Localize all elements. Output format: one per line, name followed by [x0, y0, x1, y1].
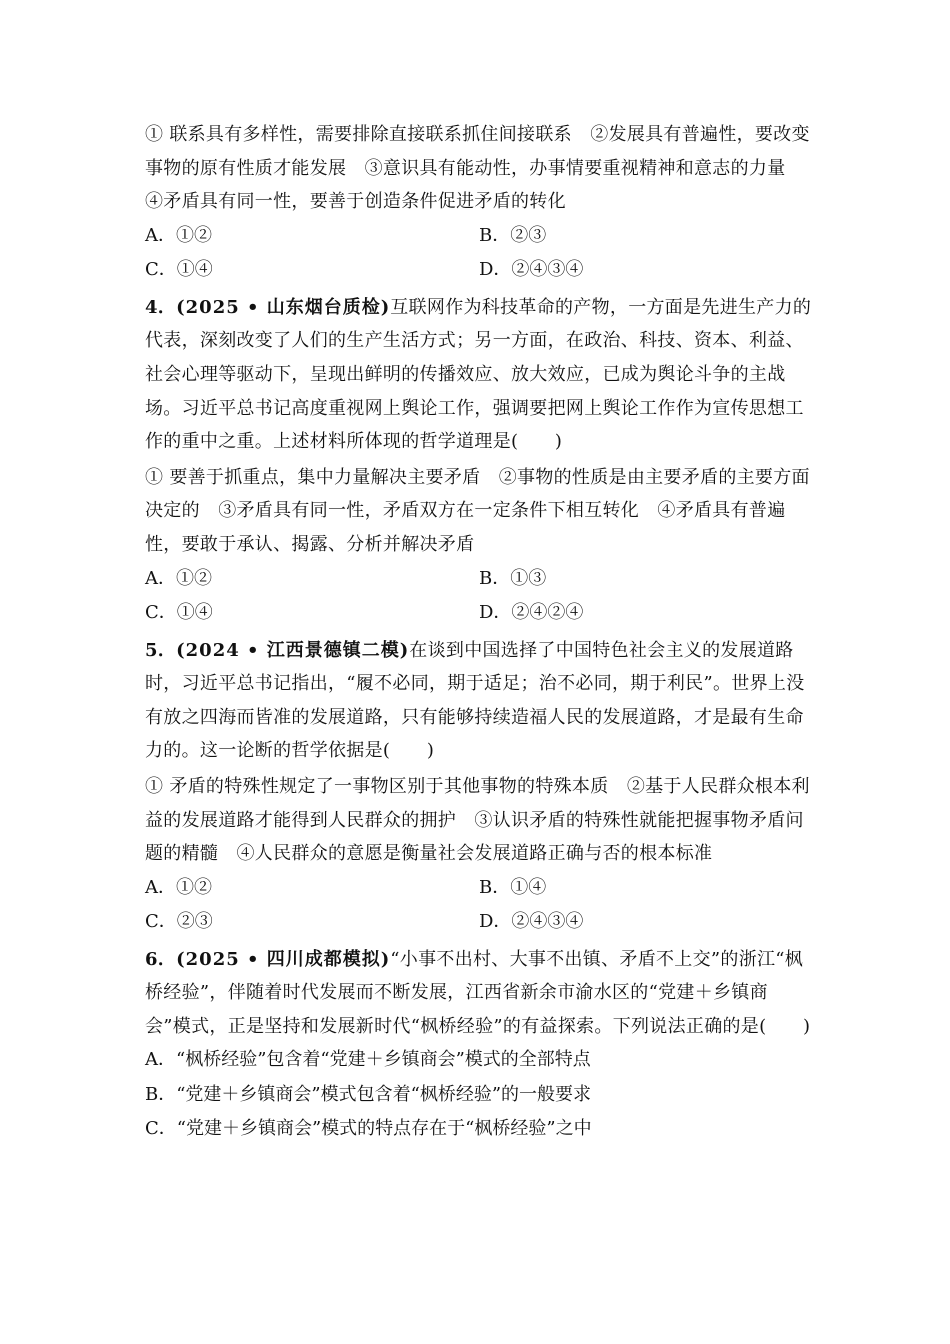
- q3-option-d[interactable]: D．②④③④: [479, 258, 584, 280]
- q5-stem: 在谈到中国选择了中国特色社会主义的发展道路时，习近平总书记指出，“履不必同，期于适足；治不必同，期于利民”。世界上没有放之四海而皆准的发展道路，只有能够持续造福人民的发展道路，才是最有生命力的。这一论断的哲学依据是( ): [145, 639, 805, 762]
- q3-option-a[interactable]: A．①②: [145, 224, 212, 246]
- q5-options-row2: [145, 905, 813, 939]
- q4-source: (2025 • 山东烟台质检): [176, 296, 391, 318]
- q3-options-row2: [145, 253, 813, 287]
- q4-stem: 互联网作为科技革命的产物，一方面是先进生产力的代表，深刻改变了人们的生产生活方式；另一方面，在政治、科技、资本、利益、社会心理等驱动下，呈现出鲜明的传播效应、放大效应，已成为舆论斗争的主战场。习近平总书记高度重视网上舆论工作，强调要把网上舆论工作作为宣传思想工作的重中之重。上述材料所体现的哲学道理是( ): [145, 296, 812, 453]
- q4-statements: ① 要善于抓重点，集中力量解决主要矛盾 ②事物的性质是由主要矛盾的主要方面决定的 ③矛盾具有同一性，矛盾双方在一定条件下相互转化 ④矛盾具有普遍性，要敢于承认、揭露、分析并解决矛盾: [145, 466, 810, 555]
- q5-source: (2024 • 江西景德镇二模): [176, 639, 410, 661]
- q4-number: 4．: [145, 296, 177, 318]
- q3-option-c[interactable]: C．①④: [145, 258, 213, 280]
- q4-option-d[interactable]: D．②④②④: [479, 601, 584, 623]
- q6-option-b[interactable]: B．“党建＋乡镇商会”模式包含着“枫桥经验”的一般要求: [145, 1083, 592, 1105]
- q6-number: 6．: [145, 948, 177, 970]
- q5-option-b[interactable]: B．①④: [479, 876, 547, 898]
- q4-stem-block: [145, 291, 813, 459]
- q6-stem: “小事不出村、大事不出镇、矛盾不上交”的浙江“枫桥经验”，伴随着时代发展而不断发展，江西省新余市渝水区的“党建＋乡镇商会”模式，正是坚持和发展新时代“枫桥经验”的有益探索。下列说法正确的是( ): [145, 948, 811, 1037]
- q3-option-b[interactable]: B．②③: [479, 224, 547, 246]
- q6-option-a[interactable]: A．“枫桥经验”包含着“党建＋乡镇商会”模式的全部特点: [145, 1049, 591, 1071]
- q3-statements: ① 联系具有多样性，需要排除直接联系抓住间接联系 ②发展具有普遍性，要改变事物的原有性质才能发展 ③意识具有能动性，办事情要重视精神和意志的力量 ④矛盾具有同一性，要善于创造条件促进矛盾的转化: [145, 124, 810, 213]
- q4-option-b[interactable]: B．①③: [479, 567, 547, 589]
- q5-statements: ① 矛盾的特殊性规定了一事物区别于其他事物的特殊本质 ②基于人民群众根本利益的发展道路才能得到人民群众的拥护 ③认识矛盾的特殊性就能把握事物矛盾问题的精髓 ④人民群众的意愿是衡量社会发展道路正确与否的根本标准: [145, 775, 810, 865]
- q5-option-d[interactable]: D．②④③④: [479, 910, 584, 932]
- q4-option-c[interactable]: C．①④: [145, 601, 213, 623]
- q5-number: 5．: [145, 639, 177, 661]
- exam-page: [145, 118, 813, 1147]
- q5-option-c[interactable]: C．②③: [145, 910, 213, 932]
- q6-option-c[interactable]: C．“党建＋乡镇商会”模式的特点存在于“枫桥经验”之中: [145, 1118, 592, 1140]
- q4-options-row2: [145, 596, 813, 630]
- q5-option-a[interactable]: A．①②: [145, 876, 212, 898]
- q6-stem-block: [145, 943, 813, 1044]
- q3-options-row1: [145, 219, 813, 253]
- q5-stem-block: [145, 634, 813, 768]
- q4-options-row1: [145, 562, 813, 596]
- q5-options-row1: [145, 871, 813, 905]
- q4-option-a[interactable]: A．①②: [145, 567, 212, 589]
- q6-source: (2025 • 四川成都模拟): [176, 948, 391, 970]
